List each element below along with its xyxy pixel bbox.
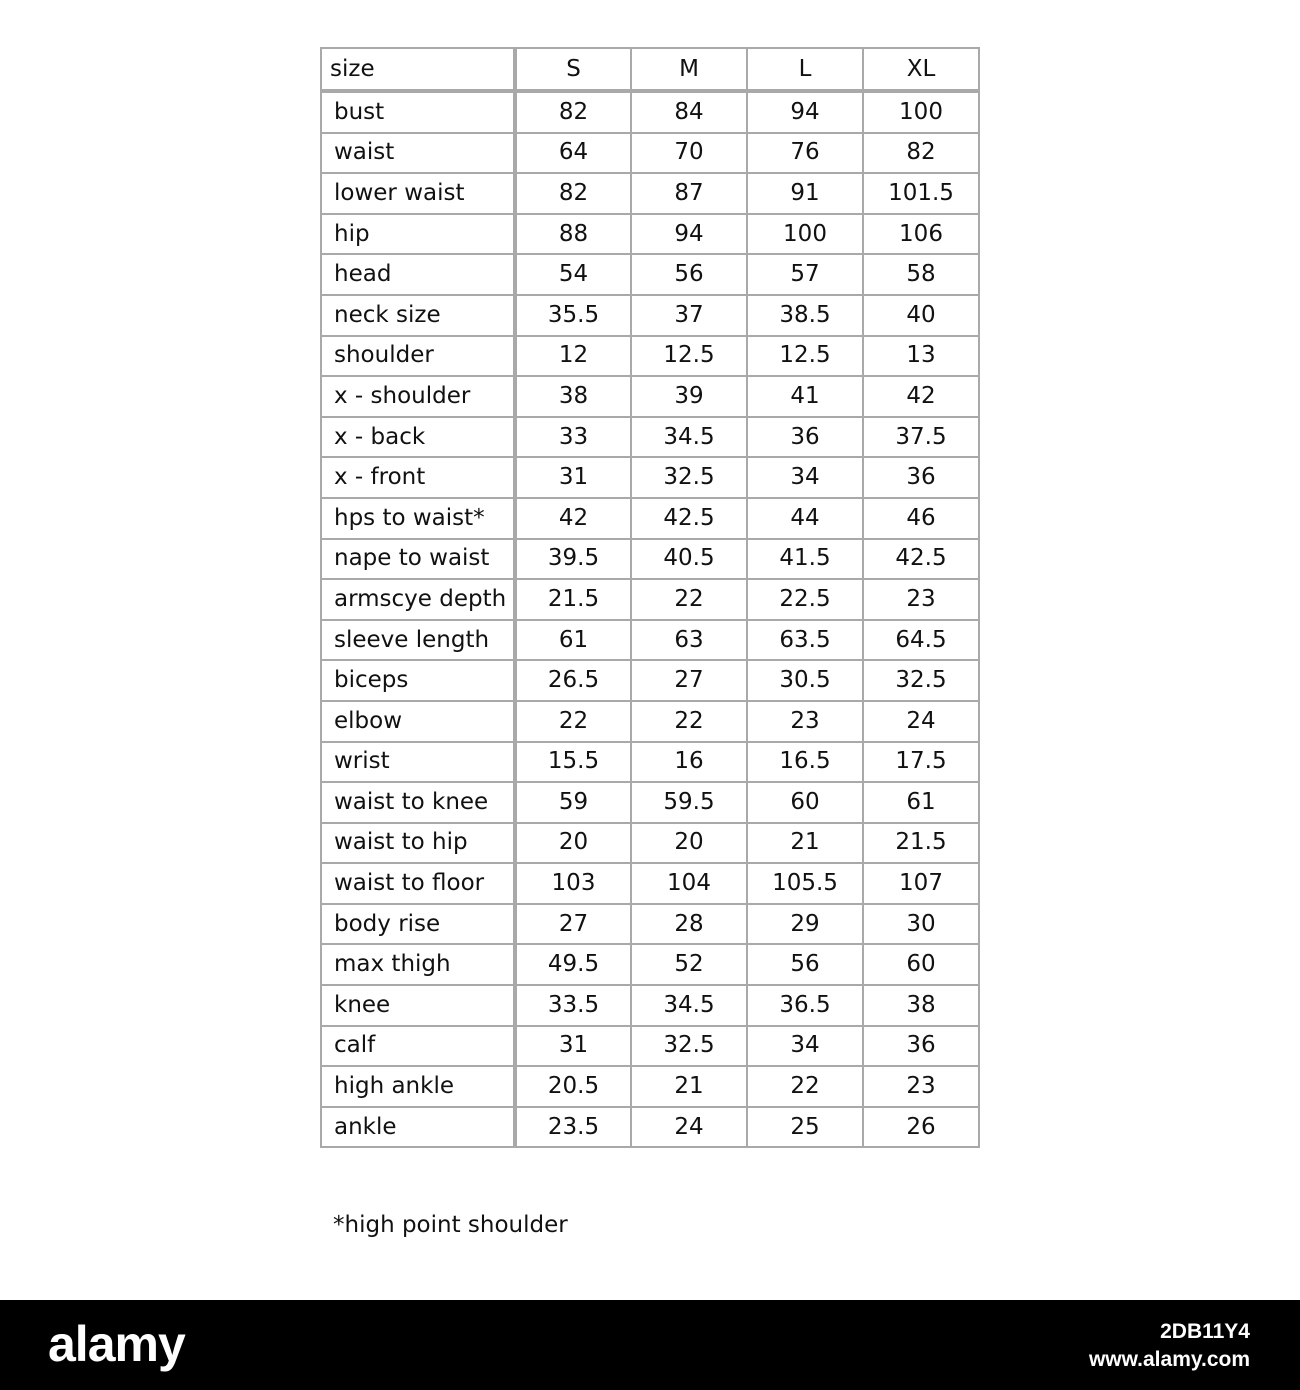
table-row bbox=[321, 660, 979, 701]
measurement-cell: 23 bbox=[863, 579, 979, 620]
table-row bbox=[321, 823, 979, 864]
measurement-cell: 94 bbox=[631, 214, 747, 255]
measurement-cell: 64 bbox=[515, 133, 631, 174]
table-row bbox=[321, 539, 979, 580]
measurement-cell: 22 bbox=[515, 701, 631, 742]
table-row bbox=[321, 254, 979, 295]
measurement-cell: 23.5 bbox=[515, 1107, 631, 1148]
measurement-cell: 34 bbox=[747, 457, 863, 498]
measurement-cell: 84 bbox=[631, 91, 747, 133]
measurement-cell: 35.5 bbox=[515, 295, 631, 336]
measurement-cell: 36 bbox=[863, 457, 979, 498]
table-row bbox=[321, 295, 979, 336]
table-row bbox=[321, 742, 979, 783]
table-row bbox=[321, 985, 979, 1026]
measurement-cell: 58 bbox=[863, 254, 979, 295]
measurement-cell: 105.5 bbox=[747, 863, 863, 904]
measurement-cell: 82 bbox=[863, 133, 979, 174]
measurement-cell: 64.5 bbox=[863, 620, 979, 661]
measurement-cell: 20.5 bbox=[515, 1066, 631, 1107]
table-row bbox=[321, 620, 979, 661]
table-row bbox=[321, 417, 979, 458]
measurement-cell: 100 bbox=[863, 91, 979, 133]
measurement-cell: 36.5 bbox=[747, 985, 863, 1026]
measurement-cell: 91 bbox=[747, 173, 863, 214]
measurement-cell: 41 bbox=[747, 376, 863, 417]
table-row bbox=[321, 336, 979, 377]
measurement-cell: 42 bbox=[515, 498, 631, 539]
measurement-cell: 31 bbox=[515, 1026, 631, 1067]
row-label-cell: ankle bbox=[321, 1107, 515, 1148]
footnote: *high point shoulder bbox=[333, 1212, 568, 1238]
row-label-cell: bust bbox=[321, 91, 515, 133]
row-label-cell: nape to waist bbox=[321, 539, 515, 580]
measurement-cell: 30.5 bbox=[747, 660, 863, 701]
row-label-cell: x - front bbox=[321, 457, 515, 498]
measurement-cell: 25 bbox=[747, 1107, 863, 1148]
row-label-cell: calf bbox=[321, 1026, 515, 1067]
header-size-cell: M bbox=[631, 48, 747, 91]
row-label-cell: knee bbox=[321, 985, 515, 1026]
row-label-cell: elbow bbox=[321, 701, 515, 742]
table-row bbox=[321, 782, 979, 823]
table-row bbox=[321, 376, 979, 417]
measurement-cell: 82 bbox=[515, 91, 631, 133]
measurement-cell: 27 bbox=[631, 660, 747, 701]
row-label-cell: sleeve length bbox=[321, 620, 515, 661]
measurement-cell: 103 bbox=[515, 863, 631, 904]
measurement-cell: 36 bbox=[747, 417, 863, 458]
measurement-cell: 61 bbox=[863, 782, 979, 823]
measurement-cell: 22 bbox=[631, 579, 747, 620]
table-row bbox=[321, 701, 979, 742]
measurement-cell: 33 bbox=[515, 417, 631, 458]
measurement-cell: 107 bbox=[863, 863, 979, 904]
measurement-cell: 34.5 bbox=[631, 417, 747, 458]
table-row bbox=[321, 1107, 979, 1148]
measurement-cell: 13 bbox=[863, 336, 979, 377]
measurement-cell: 39.5 bbox=[515, 539, 631, 580]
table-row bbox=[321, 863, 979, 904]
brand-logo: alamy bbox=[48, 1316, 185, 1372]
measurement-cell: 63 bbox=[631, 620, 747, 661]
measurement-cell: 88 bbox=[515, 214, 631, 255]
table-row bbox=[321, 173, 979, 214]
measurement-cell: 17.5 bbox=[863, 742, 979, 783]
measurement-cell: 29 bbox=[747, 904, 863, 945]
measurement-cell: 12.5 bbox=[747, 336, 863, 377]
measurement-cell: 56 bbox=[631, 254, 747, 295]
measurement-cell: 30 bbox=[863, 904, 979, 945]
measurement-cell: 54 bbox=[515, 254, 631, 295]
table-body bbox=[321, 91, 979, 1147]
measurement-cell: 32.5 bbox=[863, 660, 979, 701]
row-label-cell: neck size bbox=[321, 295, 515, 336]
measurement-cell: 40.5 bbox=[631, 539, 747, 580]
measurement-cell: 24 bbox=[863, 701, 979, 742]
header-size-cell: L bbox=[747, 48, 863, 91]
table-row bbox=[321, 457, 979, 498]
image-id: 2DB11Y4 bbox=[1160, 1320, 1250, 1343]
measurement-cell: 57 bbox=[747, 254, 863, 295]
measurement-cell: 16 bbox=[631, 742, 747, 783]
row-label-cell: max thigh bbox=[321, 944, 515, 985]
measurement-cell: 37 bbox=[631, 295, 747, 336]
measurement-cell: 101.5 bbox=[863, 173, 979, 214]
table-row bbox=[321, 133, 979, 174]
header-size-cell: XL bbox=[863, 48, 979, 91]
size-chart-table bbox=[320, 47, 980, 1148]
measurement-cell: 42 bbox=[863, 376, 979, 417]
measurement-cell: 59 bbox=[515, 782, 631, 823]
row-label-cell: high ankle bbox=[321, 1066, 515, 1107]
measurement-cell: 38 bbox=[515, 376, 631, 417]
table-header-row bbox=[321, 48, 979, 91]
measurement-cell: 38.5 bbox=[747, 295, 863, 336]
table-row bbox=[321, 1066, 979, 1107]
header-label-cell: size bbox=[321, 48, 515, 91]
row-label-cell: lower waist bbox=[321, 173, 515, 214]
measurement-cell: 21.5 bbox=[515, 579, 631, 620]
measurement-cell: 34.5 bbox=[631, 985, 747, 1026]
row-label-cell: body rise bbox=[321, 904, 515, 945]
table-row bbox=[321, 904, 979, 945]
measurement-cell: 106 bbox=[863, 214, 979, 255]
row-label-cell: wrist bbox=[321, 742, 515, 783]
measurement-cell: 49.5 bbox=[515, 944, 631, 985]
watermark-banner bbox=[0, 1300, 1300, 1390]
measurement-cell: 56 bbox=[747, 944, 863, 985]
table-row bbox=[321, 214, 979, 255]
measurement-cell: 37.5 bbox=[863, 417, 979, 458]
measurement-cell: 22 bbox=[747, 1066, 863, 1107]
measurement-cell: 36 bbox=[863, 1026, 979, 1067]
measurement-cell: 28 bbox=[631, 904, 747, 945]
measurement-cell: 70 bbox=[631, 133, 747, 174]
measurement-cell: 34 bbox=[747, 1026, 863, 1067]
measurement-cell: 32.5 bbox=[631, 1026, 747, 1067]
measurement-cell: 21.5 bbox=[863, 823, 979, 864]
measurement-cell: 76 bbox=[747, 133, 863, 174]
row-label-cell: armscye depth bbox=[321, 579, 515, 620]
measurement-cell: 12 bbox=[515, 336, 631, 377]
row-label-cell: waist to hip bbox=[321, 823, 515, 864]
measurement-cell: 87 bbox=[631, 173, 747, 214]
row-label-cell: waist bbox=[321, 133, 515, 174]
measurement-cell: 22.5 bbox=[747, 579, 863, 620]
row-label-cell: waist to knee bbox=[321, 782, 515, 823]
measurement-cell: 94 bbox=[747, 91, 863, 133]
header-size-cell: S bbox=[515, 48, 631, 91]
measurement-cell: 21 bbox=[747, 823, 863, 864]
table-row bbox=[321, 498, 979, 539]
measurement-cell: 82 bbox=[515, 173, 631, 214]
measurement-cell: 38 bbox=[863, 985, 979, 1026]
site-url: www.alamy.com bbox=[1088, 1348, 1250, 1371]
table-row bbox=[321, 91, 979, 133]
row-label-cell: hip bbox=[321, 214, 515, 255]
measurement-cell: 20 bbox=[631, 823, 747, 864]
measurement-cell: 26 bbox=[863, 1107, 979, 1148]
measurement-cell: 44 bbox=[747, 498, 863, 539]
measurement-cell: 21 bbox=[631, 1066, 747, 1107]
measurement-cell: 27 bbox=[515, 904, 631, 945]
row-label-cell: waist to floor bbox=[321, 863, 515, 904]
row-label-cell: x - back bbox=[321, 417, 515, 458]
measurement-cell: 63.5 bbox=[747, 620, 863, 661]
measurement-cell: 23 bbox=[747, 701, 863, 742]
measurement-cell: 60 bbox=[747, 782, 863, 823]
row-label-cell: head bbox=[321, 254, 515, 295]
measurement-cell: 20 bbox=[515, 823, 631, 864]
measurement-cell: 59.5 bbox=[631, 782, 747, 823]
measurement-cell: 22 bbox=[631, 701, 747, 742]
measurement-cell: 60 bbox=[863, 944, 979, 985]
measurement-cell: 42.5 bbox=[863, 539, 979, 580]
row-label-cell: shoulder bbox=[321, 336, 515, 377]
measurement-cell: 31 bbox=[515, 457, 631, 498]
measurement-cell: 32.5 bbox=[631, 457, 747, 498]
table-row bbox=[321, 579, 979, 620]
measurement-cell: 15.5 bbox=[515, 742, 631, 783]
measurement-cell: 46 bbox=[863, 498, 979, 539]
measurement-cell: 16.5 bbox=[747, 742, 863, 783]
measurement-cell: 23 bbox=[863, 1066, 979, 1107]
measurement-cell: 24 bbox=[631, 1107, 747, 1148]
table-row bbox=[321, 944, 979, 985]
measurement-cell: 104 bbox=[631, 863, 747, 904]
row-label-cell: biceps bbox=[321, 660, 515, 701]
measurement-cell: 33.5 bbox=[515, 985, 631, 1026]
measurement-cell: 26.5 bbox=[515, 660, 631, 701]
row-label-cell: x - shoulder bbox=[321, 376, 515, 417]
row-label-cell: hps to waist* bbox=[321, 498, 515, 539]
measurement-cell: 52 bbox=[631, 944, 747, 985]
measurement-cell: 42.5 bbox=[631, 498, 747, 539]
measurement-cell: 61 bbox=[515, 620, 631, 661]
measurement-cell: 12.5 bbox=[631, 336, 747, 377]
measurement-cell: 100 bbox=[747, 214, 863, 255]
measurement-cell: 39 bbox=[631, 376, 747, 417]
table-row bbox=[321, 1026, 979, 1067]
measurement-cell: 41.5 bbox=[747, 539, 863, 580]
measurement-cell: 40 bbox=[863, 295, 979, 336]
